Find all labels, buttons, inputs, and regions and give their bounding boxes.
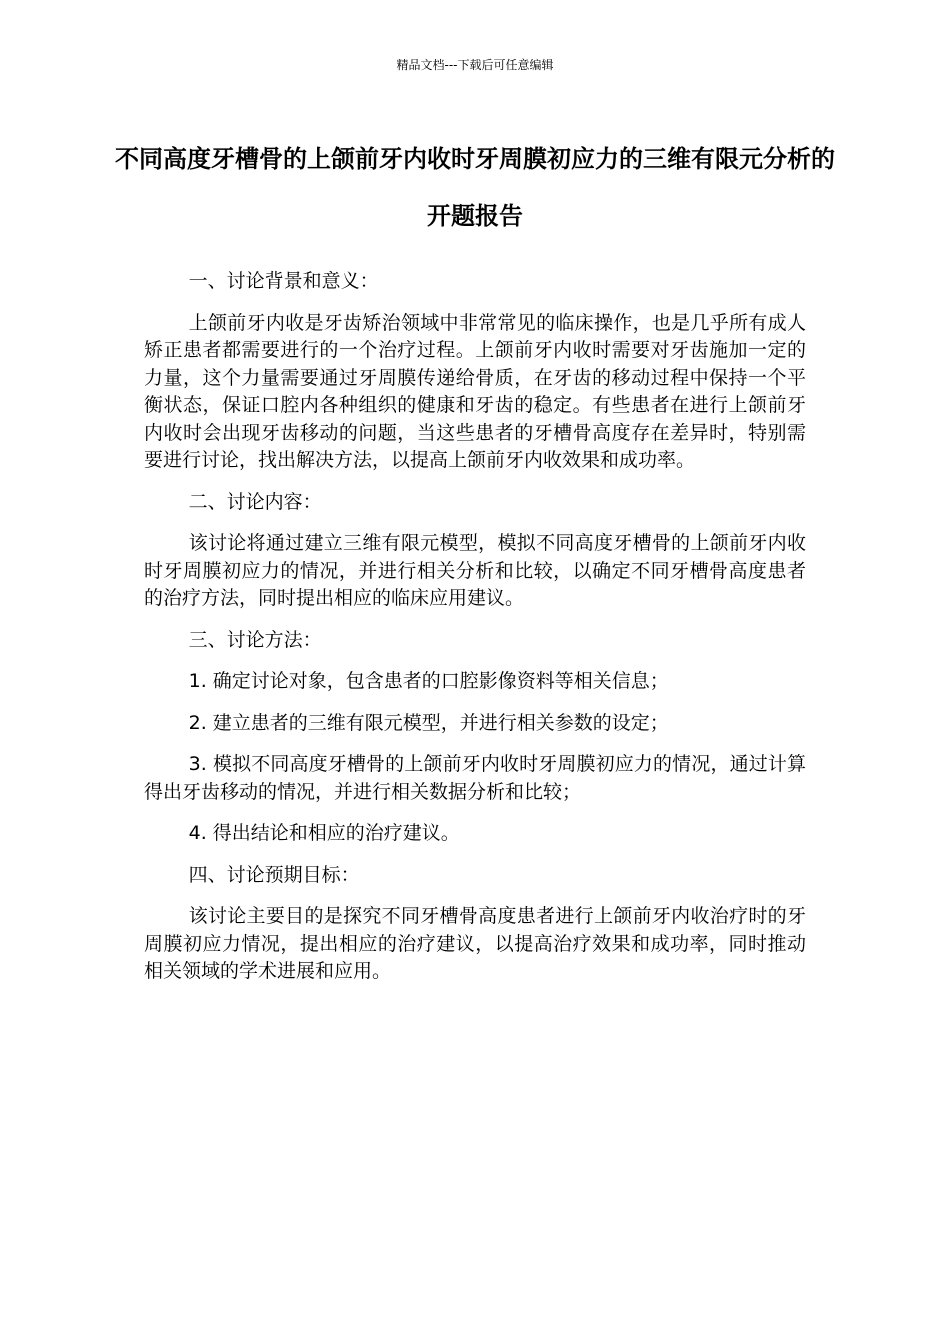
document-body bbox=[144, 268, 806, 1000]
method-item-3: 3. 模拟不同高度牙槽骨的上颌前牙内收时牙周膜初应力的情况，通过计算得出牙齿移动的情况，并进行相关数据分析和比较； bbox=[144, 753, 806, 803]
method-item-1: 1. 确定讨论对象，包含患者的口腔影像资料等相关信息； bbox=[188, 670, 669, 692]
method-item-4: 4. 得出结论和相应的治疗建议。 bbox=[188, 822, 460, 844]
paragraph-background: 上颌前牙内收是牙齿矫治领域中非常常见的临床操作，也是几乎所有成人矫正患者都需要进行的一个治疗过程。上颌前牙内收时需要对牙齿施加一定的力量，这个力量需要通过牙周膜传递给骨质，在牙齿的移动过程中保持一个平衡状态，保证口腔内各种组织的健康和牙齿的稳定。有些患者在进行上颌前牙内收时会出现牙齿移动的问题，当这些患者的牙槽骨高度存在差异时，特别需要进行讨论，找出解决方法，以提高上颌前牙内收效果和成功率。 bbox=[144, 311, 806, 471]
section-heading-method: 三、讨论方法： bbox=[188, 628, 322, 651]
paragraph-content: 该讨论将通过建立三维有限元模型，模拟不同高度牙槽骨的上颌前牙内收时牙周膜初应力的情况，并进行相关分析和比较，以确定不同牙槽骨高度患者的治疗方法，同时提出相应的临床应用建议。 bbox=[144, 532, 806, 609]
document-title: 不同高度牙槽骨的上颌前牙内收时牙周膜初应力的三维有限元分析的开题报告 bbox=[115, 145, 835, 230]
method-item-2: 2. 建立患者的三维有限元模型，并进行相关参数的设定； bbox=[188, 711, 669, 734]
section-heading-goal: 四、讨论预期目标： bbox=[188, 863, 360, 886]
section-heading-background: 一、讨论背景和意义： bbox=[188, 270, 379, 292]
paragraph-goal: 该讨论主要目的是探究不同牙槽骨高度患者进行上颌前牙内收治疗时的牙周膜初应力情况，提出相应的治疗建议，以提高治疗效果和成功率，同时推动相关领域的学术进展和应用。 bbox=[144, 905, 806, 982]
header-note: 精品文档---下载后可任意编辑 bbox=[396, 58, 554, 72]
section-heading-content: 二、讨论内容： bbox=[188, 490, 322, 513]
